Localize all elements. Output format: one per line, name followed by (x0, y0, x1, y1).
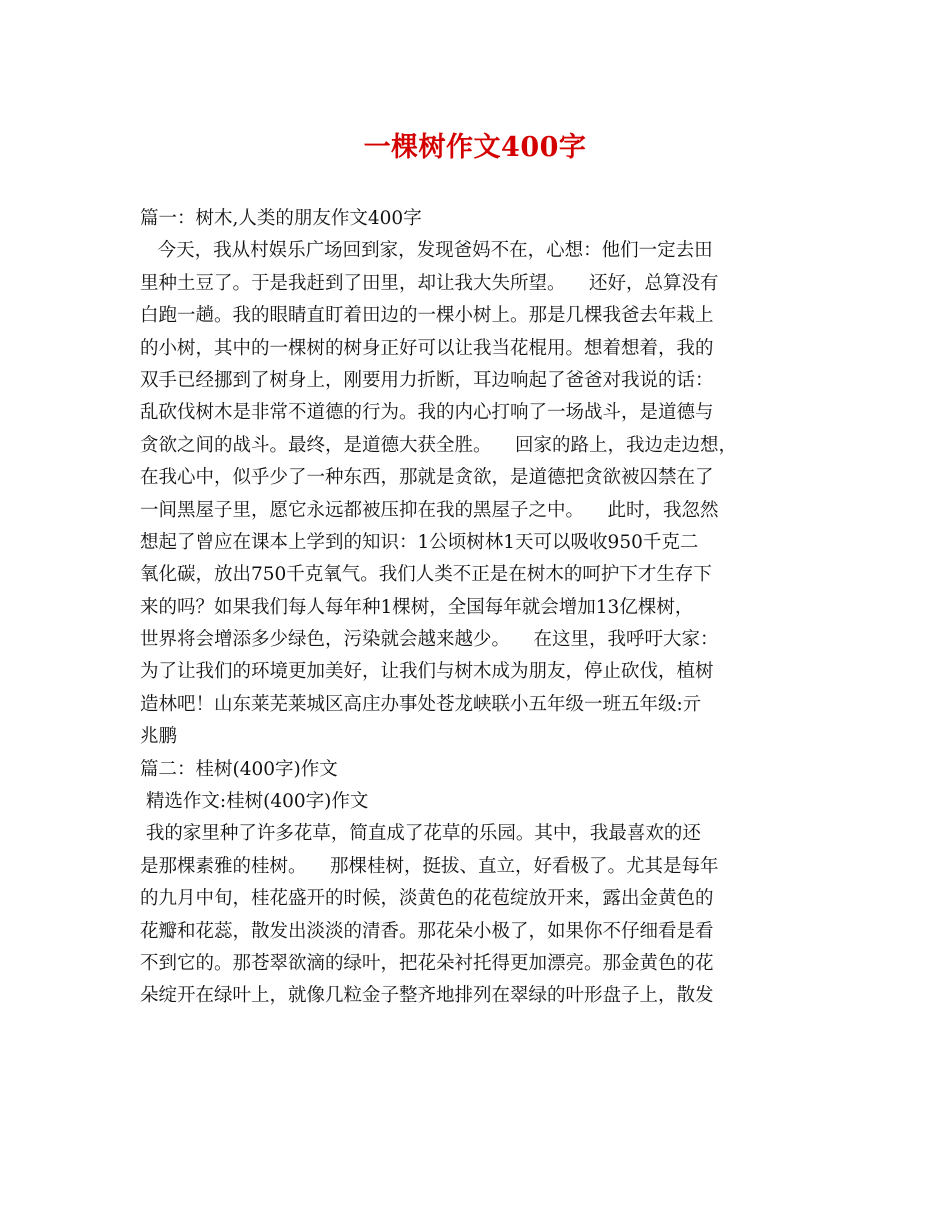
text-line: 我的家里种了许多花草，简直成了花草的乐园。其中，我最喜欢的还 (140, 823, 701, 845)
text-line: 氧化碳，放出750千克氧气。我们人类不正是在树木的呵护下才生存下 (140, 564, 712, 586)
text-line: 是那棵素雅的桂树。 那棵桂树，挺拔、直立，好看极了。尤其是每年 (140, 855, 719, 877)
text-line: 的小树，其中的一棵树的树身正好可以让我当花棍用。想着想着，我的 (140, 337, 714, 359)
text-line: 兆鹏 (140, 726, 178, 748)
text-line: 朵绽开在绿叶上，就像几粒金子整齐地排列在翠绿的叶形盘子上，散发 (140, 985, 714, 1007)
text-line: 的九月中旬，桂花盛开的时候，淡黄色的花苞绽放开来，露出金黄色的 (140, 888, 714, 910)
text-line: 一间黑屋子里，愿它永远都被压抑在我的黑屋子之中。 此时，我忽然 (140, 499, 719, 521)
text-line: 来的吗？如果我们每人每年种1棵树，全国每年就会增加13亿棵树， (140, 596, 694, 618)
section-heading-2: 篇二：桂树(400字)作文 (140, 758, 338, 780)
text-line: 白跑一趟。我的眼睛直盯着田边的一棵小树上。那是几棵我爸去年栽上 (140, 305, 714, 327)
text-line: 不到它的。那苍翠欲滴的绿叶，把花朵衬托得更加漂亮。那金黄色的花 (140, 952, 714, 974)
text-line: 贪欲之间的战斗。最终，是道德大获全胜。 回家的路上，我边走边想， (140, 434, 738, 456)
section-heading-1: 篇一：树木,人类的朋友作文400字 (140, 208, 422, 229)
text-line: 里种土豆了。于是我赶到了田里，却让我大失所望。 还好，总算没有 (140, 272, 719, 294)
text-line: 花瓣和花蕊，散发出淡淡的清香。那花朵小极了，如果你不仔细看是看 (140, 920, 714, 942)
text-line: 世界将会增添多少绿色，污染就会越来越少。 在这里，我呼吁大家： (140, 629, 719, 651)
text-line: 乱砍伐树木是非常不道德的行为。我的内心打响了一场战斗，是道德与 (140, 402, 714, 424)
document-body (140, 203, 820, 1013)
document-title: 一棵树作文400字 (363, 132, 587, 163)
text-line: 双手已经挪到了树身上，刚要用力折断，耳边响起了爸爸对我说的话： (140, 369, 714, 391)
text-line: 造林吧！山东莱芜莱城区高庄办事处苍龙峡联小五年级一班五年级:亓 (140, 693, 702, 715)
text-line: 想起了曾应在课本上学到的知识：1公顷树林1天可以吸收950千克二 (140, 531, 699, 553)
section-subtitle: 精选作文:桂树(400字)作文 (140, 791, 369, 813)
text-line: 今天，我从村娱乐广场回到家，发现爸妈不在，心想：他们一定去田 (140, 240, 713, 262)
text-line: 为了让我们的环境更加美好，让我们与树木成为朋友，停止砍伐，植树 (140, 661, 714, 683)
text-line: 在我心中，似乎少了一种东西，那就是贪欲，是道德把贪欲被囚禁在了 (140, 467, 714, 489)
